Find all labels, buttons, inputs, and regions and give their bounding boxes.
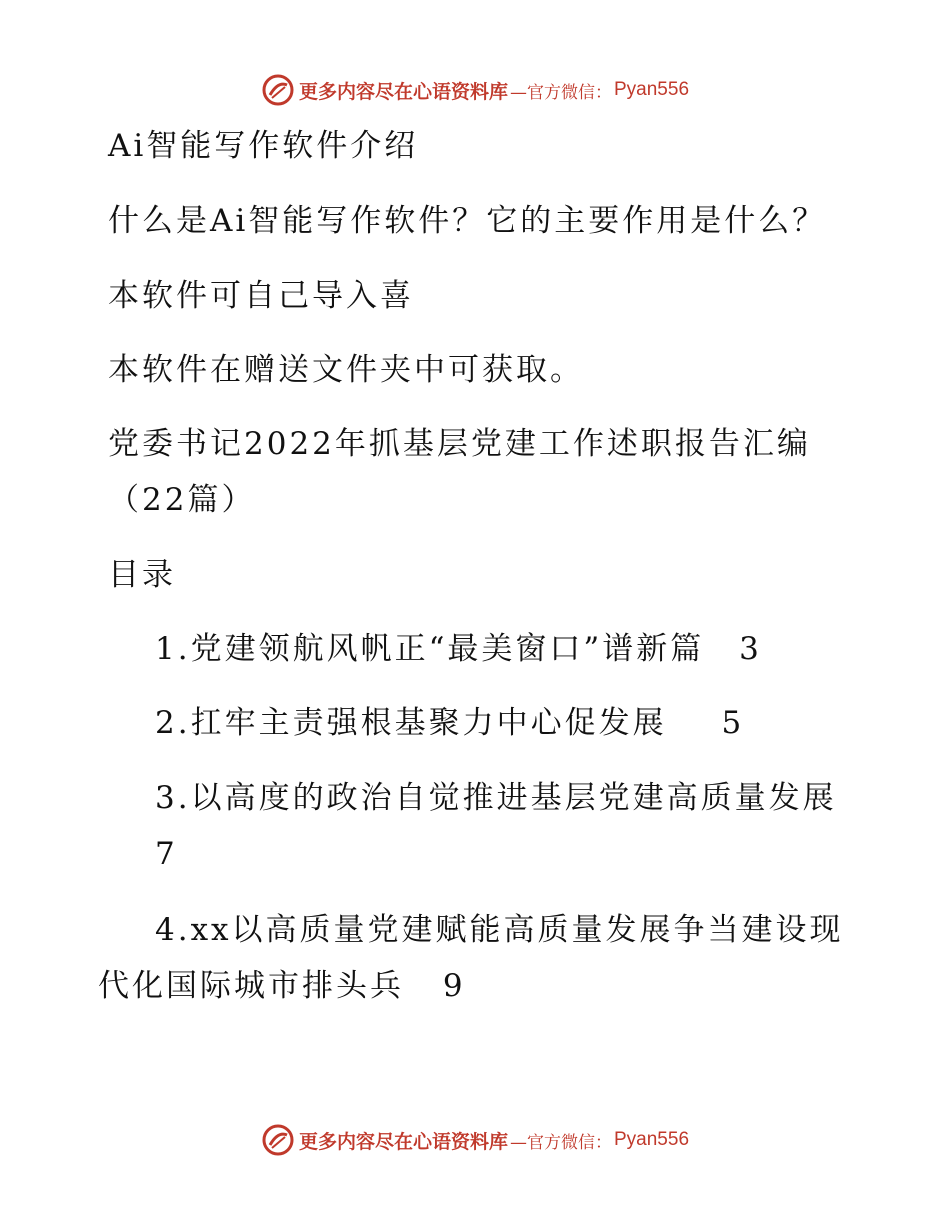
watermark-sub-text: —官方微信：: [510, 82, 612, 103]
toc-item-page: 7: [155, 836, 178, 872]
toc-item: [155, 910, 844, 950]
toc-item-text: 3.以高度的政治自觉推进基层党建高质量发展: [155, 780, 837, 816]
watermark-id-text: Pyan556: [614, 79, 690, 100]
footer-watermark: [0, 1120, 950, 1160]
toc-item-page: 5: [721, 705, 745, 741]
intro-question: 什么是Ai智能写作软件？它的主要作用是什么？: [108, 203, 827, 239]
document-title: 党委书记2022年抓基层党建工作述职报告汇编: [108, 426, 811, 462]
logo-icon: [261, 73, 295, 107]
toc-item-page: 9: [442, 968, 466, 1004]
toc-item: [155, 703, 744, 743]
toc-item: [155, 778, 837, 818]
intro-note-folder: 本软件在赠送文件夹中可获取。: [108, 352, 584, 388]
intro-heading: Ai智能写作软件介绍: [108, 128, 419, 164]
toc-item-continuation: [98, 966, 466, 1006]
toc-item-text-cont: 代化国际城市排头兵: [98, 968, 404, 1004]
toc-item: [155, 629, 762, 669]
toc-item-text: 2.扛牢主责强根基聚力中心促发展: [155, 705, 667, 741]
intro-note-import: 本软件可自己导入喜: [108, 278, 414, 314]
document-title-count: （22篇）: [108, 482, 256, 518]
logo-icon: [261, 1123, 295, 1157]
toc-item-text: 4.xx以高质量党建赋能高质量发展争当建设现: [155, 912, 844, 948]
watermark-main-text: 更多内容尽在心语资料库: [298, 1130, 508, 1153]
toc-item-text: 1.党建领航风帆正“最美窗口”谱新篇: [155, 631, 705, 667]
watermark-id-text: Pyan556: [614, 1129, 690, 1150]
toc-item-page: 3: [739, 631, 762, 667]
header-watermark: [0, 70, 950, 110]
toc-heading: 目录: [108, 557, 176, 593]
watermark-sub-text: —官方微信：: [510, 1132, 612, 1153]
watermark-main-text: 更多内容尽在心语资料库: [298, 80, 508, 103]
